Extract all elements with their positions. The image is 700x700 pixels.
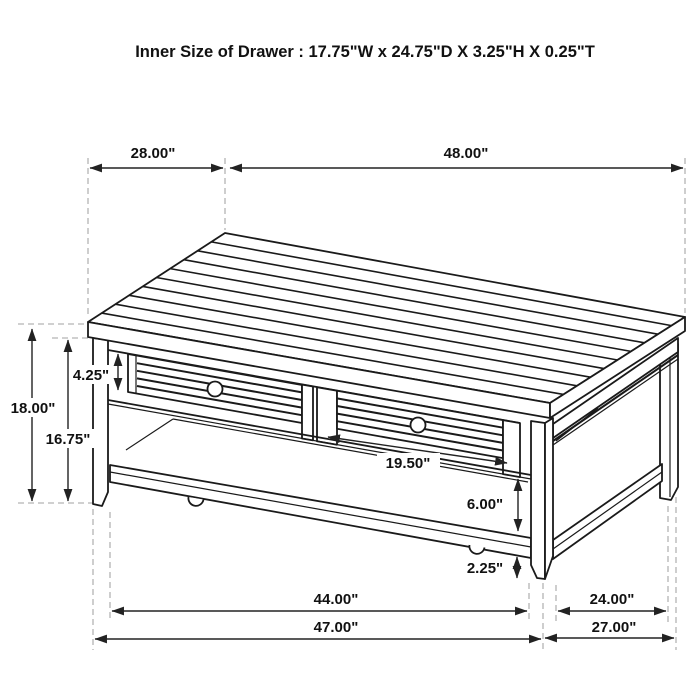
- table-drawing: [88, 233, 685, 579]
- dim-top-depth: [90, 145, 223, 168]
- dim-underside-height: [43, 340, 94, 501]
- front-right-leg-side: [545, 418, 553, 579]
- dim-label-drawer-opening-width: 19.50": [385, 455, 431, 472]
- dim-base-outer-width: [95, 619, 541, 639]
- dim-label-foot-height: 2.25": [466, 560, 504, 577]
- side-shelf-band: [553, 464, 662, 559]
- shelf-interior-left-edge: [126, 419, 173, 450]
- dim-label-base-outer-width: 47.00": [313, 619, 359, 636]
- dim-label-top-depth: 28.00": [130, 145, 176, 162]
- front-left-leg: [93, 338, 108, 506]
- front-right-leg: [531, 421, 545, 579]
- page-title: Inner Size of Drawer : 17.75"W x 24.75"D X 3.25"H X 0.25"T: [135, 43, 595, 61]
- dim-label-base-inner-depth: 24.00": [589, 591, 635, 608]
- dim-label-underside-height: 16.75": [45, 431, 91, 448]
- dim-label-overall-height: 18.00": [10, 400, 56, 417]
- center-stile-left: [302, 385, 313, 441]
- dim-shelf-clearance: [458, 479, 518, 531]
- dim-label-drawer-face-height: 4.25": [72, 367, 110, 384]
- dim-overall-height: [8, 329, 59, 501]
- dim-base-outer-depth: [545, 619, 674, 638]
- dim-base-inner-width: [112, 591, 527, 611]
- dim-base-inner-depth: [558, 591, 666, 611]
- center-stile-right: [317, 387, 337, 445]
- dim-label-top-width: 48.00": [443, 145, 489, 162]
- dim-label-shelf-clearance: 6.00": [466, 496, 504, 513]
- dim-foot-height: [459, 557, 517, 578]
- dim-top-width: [230, 145, 683, 168]
- dim-label-base-outer-depth: 27.00": [591, 619, 637, 636]
- drawer-right-knob: [411, 418, 426, 433]
- dim-label-base-inner-width: 44.00": [313, 591, 359, 608]
- side-shelf-line: [553, 472, 662, 549]
- right-end-stile: [503, 420, 520, 477]
- drawer-left-knob: [208, 382, 223, 397]
